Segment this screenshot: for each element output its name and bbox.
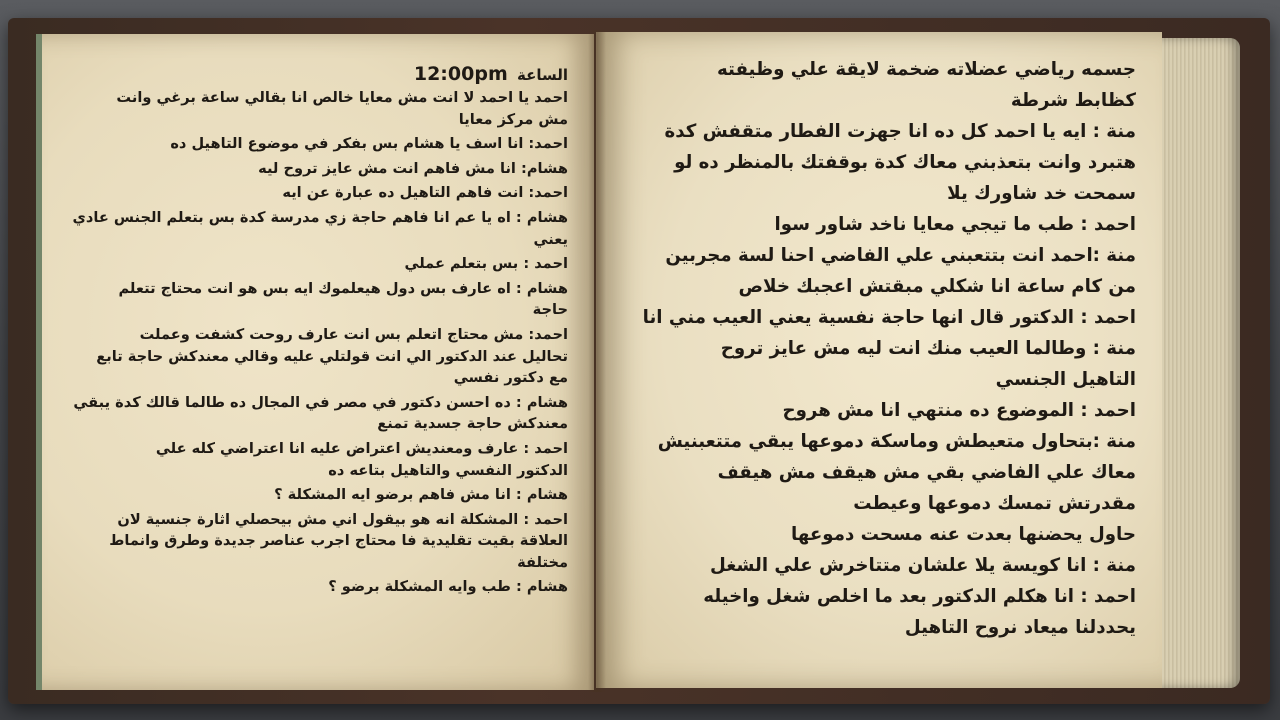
text-line: الدكتور النفسي والتاهيل بتاعه ده: [328, 461, 568, 479]
text-line: منة : انا كويسة يلا علشان متتاخرش علي الشغل: [709, 555, 1136, 576]
text-line: العلاقة بقيت تقليدية فا محتاج اجرب عناصر جديدة وطرق وانماط: [109, 532, 568, 550]
text-line: مختلفة: [517, 553, 568, 571]
text-line: هتبرد وانت بتعذبني معاك كدة بوقفتك بالمنظر ده لو: [674, 152, 1136, 173]
text-line: مع دكتور نفسي: [453, 369, 568, 387]
text-line: احمد: انت فاهم التاهيل ده عبارة عن ايه: [282, 184, 568, 202]
text-line: معاك علي الفاضي بقي مش هيقف مش هيقف: [717, 462, 1136, 483]
text-line: احمد يا احمد لا انت مش معايا خالص انا بقالي ساعة برغي وانت: [116, 89, 568, 106]
text-line: هشام : طب وايه المشكلة برضو ؟: [328, 578, 568, 596]
text-line: احمد : عارف ومعنديش اعتراض عليه انا اعتراضي كله علي: [155, 439, 568, 457]
text-line: سمحت خد شاورك يلا: [947, 183, 1136, 204]
left-page: [36, 34, 594, 690]
text-line: من كام ساعة انا شكلي مبقتش اعجبك خلاص: [738, 276, 1136, 297]
text-line: منة :احمد انت بتتعبني علي الفاضي احنا لسة مجربين: [665, 245, 1136, 266]
text-line: تحاليل عند الدكتور الي انت قولتلي عليه وقالي معندكش حاجة تابع: [96, 347, 568, 365]
time-heading: [66, 62, 568, 87]
time-label: الساعة: [516, 66, 568, 84]
text-line: كظابط شرطة: [1010, 90, 1136, 111]
text-line: مقدرتش تمسك دموعها وعيطت: [853, 493, 1136, 514]
text-line: التاهيل الجنسي: [995, 369, 1136, 390]
text-line: حاجة: [532, 301, 568, 319]
text-line: هشام : اه يا عم انا فاهم حاجة زي مدرسة كدة بس بتعلم الجنس عادي: [72, 208, 568, 226]
page-edges: [1150, 38, 1240, 688]
text-line: جسمه رياضي عضلاته ضخمة لايقة علي وظيفته: [717, 59, 1136, 80]
text-line: احمد: مش محتاج اتعلم بس انت عارف روحت كشفت وعملت: [139, 325, 568, 343]
text-line: يعني: [533, 230, 568, 248]
text-line: هشام: انا مش فاهم انت مش عايز تروح ليه: [258, 159, 568, 177]
text-line: حاول يحضنها بعدت عنه مسحت دموعها: [791, 524, 1136, 545]
text-line: هشام : اه عارف بس دول هيعلموك ايه بس هو انت محتاج تتعلم: [118, 279, 568, 297]
text-line: احمد : طب ما تيجي معايا ناخد شاور سوا: [774, 214, 1136, 235]
text-line: احمد : الدكتور قال انها حاجة نفسية يعني العيب مني انا: [642, 307, 1136, 328]
text-line: احمد : بس بتعلم عملي: [404, 255, 568, 273]
text-line: معندكش حاجة جسدية تمنع: [377, 415, 568, 433]
right-page: [596, 32, 1162, 688]
text-line: احمد: انا اسف يا هشام بس بفكر في موضوع التاهيل ده: [170, 135, 568, 153]
text-line: احمد : الموضوع ده منتهي انا مش هروح: [782, 400, 1136, 421]
text-line: احمد : المشكلة انه هو بيقول اني مش بيحصلي اثارة جنسية لان: [117, 510, 568, 528]
time-value: 12:00pm: [413, 63, 508, 85]
text-line: هشام : ده احسن دكتور في مصر في المجال ده طالما قالك كدة يبقي: [73, 393, 568, 411]
text-line: يحددلنا ميعاد نروح التاهيل: [904, 617, 1136, 638]
text-line: هشام : انا مش فاهم برضو ايه المشكلة ؟: [274, 486, 568, 504]
text-line: منة :بتحاول متعيطش وماسكة دموعها يبقي متتعبنيش: [657, 431, 1136, 452]
book-gutter: [588, 30, 606, 692]
text-line: احمد : انا هكلم الدكتور بعد ما اخلص شغل واخيله: [703, 586, 1136, 607]
text-line: منة : وطالما العيب منك انت ليه مش عايز تروح: [720, 338, 1136, 359]
text-line: مش مركز معايا: [458, 110, 568, 128]
text-line: منة : ايه يا احمد كل ده انا جهزت الفطار متقفش كدة: [664, 121, 1136, 142]
